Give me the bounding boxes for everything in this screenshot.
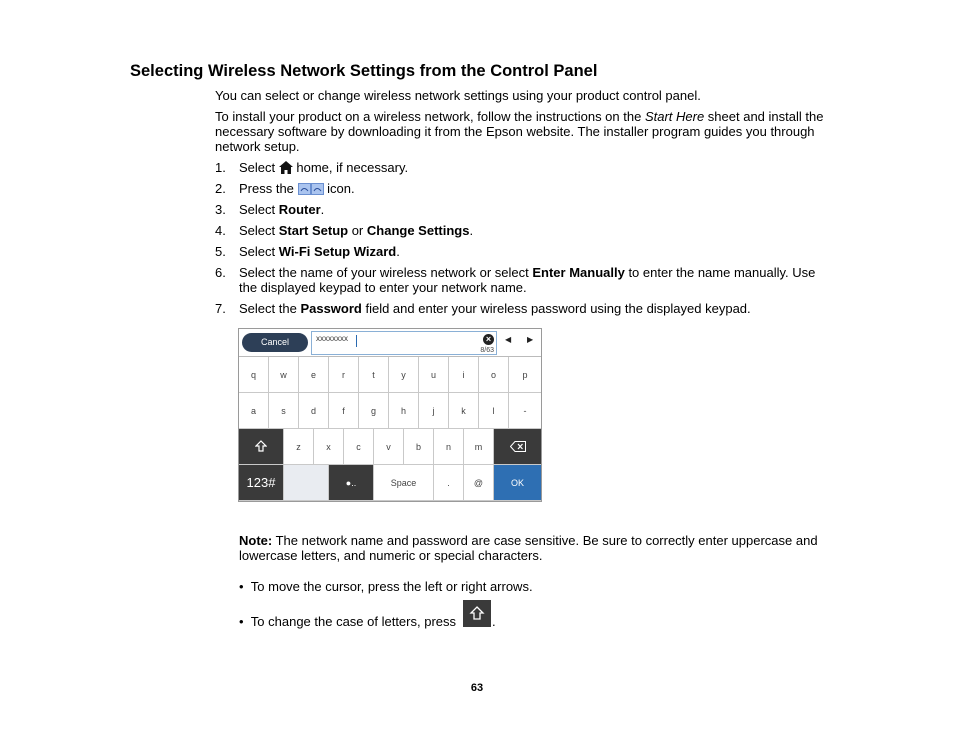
key[interactable]: p xyxy=(509,357,541,393)
step-text: Select Start Setup or Change Settings. xyxy=(239,223,474,238)
page-number: 63 xyxy=(470,682,484,694)
key[interactable]: y xyxy=(389,357,419,393)
key[interactable]: a xyxy=(239,393,269,429)
step-number: 7. xyxy=(215,301,226,316)
step-number: 1. xyxy=(215,160,226,175)
clear-icon[interactable]: × xyxy=(483,334,494,345)
bullet-end-period: . xyxy=(492,614,496,629)
key[interactable]: q xyxy=(239,357,269,393)
step-text: Select the name of your wireless network or select Enter Manually to enter the name manually. Use the displayed keypad to enter your network name. xyxy=(239,265,816,295)
note-label: Note: xyxy=(239,533,273,548)
character-counter: 8/63 xyxy=(480,347,494,354)
intro-paragraph: You can select or change wireless network settings using your product control panel. xyxy=(215,88,701,103)
step-text: Select Wi-Fi Setup Wizard. xyxy=(239,244,400,259)
install-text-2: sheet and install the necessary software by downloading it from the Epson website. The installer program guides you through network setup. xyxy=(215,109,824,154)
key[interactable]: e xyxy=(299,357,329,393)
dotcom-key[interactable]: ●.. xyxy=(329,465,374,501)
note-text: The network name and password are case sensitive. Be sure to correctly enter uppercase and lowercase letters, and numeric or special characters. xyxy=(239,533,818,563)
keyboard-screenshot xyxy=(238,328,542,502)
key[interactable]: t xyxy=(359,357,389,393)
key[interactable]: g xyxy=(359,393,389,429)
key[interactable]: r xyxy=(329,357,359,393)
install-text-1: To install your product on a wireless network, follow the instructions on the xyxy=(215,109,645,124)
key[interactable]: b xyxy=(404,429,434,465)
bullet-item xyxy=(239,614,456,629)
left-arrow-icon[interactable]: ◀ xyxy=(505,335,512,344)
bullet-text: To move the cursor, press the left or right arrows. xyxy=(250,579,533,594)
bullet-dot: • xyxy=(239,614,251,629)
key[interactable]: k xyxy=(449,393,479,429)
step-number: 2. xyxy=(215,181,226,196)
page-heading: Selecting Wireless Network Settings from the Control Panel xyxy=(130,62,598,80)
right-arrow-icon[interactable]: ▶ xyxy=(527,335,534,344)
at-key[interactable]: @ xyxy=(464,465,494,501)
keyboard-top-bar xyxy=(239,329,541,357)
key[interactable]: u xyxy=(419,357,449,393)
step-number: 6. xyxy=(215,265,226,280)
key[interactable]: n xyxy=(434,429,464,465)
key[interactable]: x xyxy=(314,429,344,465)
home-icon xyxy=(279,161,293,177)
step-number: 5. xyxy=(215,244,226,259)
key[interactable]: i xyxy=(449,357,479,393)
key[interactable]: m xyxy=(464,429,494,465)
bullet-dot: • xyxy=(239,579,251,594)
step-text: Select Router. xyxy=(239,202,325,217)
backspace-icon xyxy=(510,441,526,452)
start-here-title: Start Here xyxy=(644,109,705,124)
cancel-button[interactable]: Cancel xyxy=(242,333,308,352)
text-cursor xyxy=(356,335,357,347)
key[interactable]: z xyxy=(284,429,314,465)
space-key[interactable]: Space xyxy=(374,465,434,501)
shift-icon xyxy=(463,600,491,627)
period-key[interactable]: . xyxy=(434,465,464,501)
mode-key[interactable]: 123# xyxy=(239,465,284,501)
note-paragraph xyxy=(239,533,829,563)
key[interactable]: - xyxy=(509,393,541,429)
step-text: Select the Password field and enter your wireless password using the displayed keypad. xyxy=(239,301,751,316)
wifi-network-icon xyxy=(298,183,324,198)
step-number: 3. xyxy=(215,202,226,217)
step-text: Press the icon. xyxy=(239,181,355,196)
key[interactable]: w xyxy=(269,357,299,393)
key[interactable]: c xyxy=(344,429,374,465)
key[interactable]: h xyxy=(389,393,419,429)
blank-key xyxy=(284,465,329,501)
bullet-text: To change the case of letters, press xyxy=(250,614,457,629)
key[interactable]: v xyxy=(374,429,404,465)
key-row-2 xyxy=(239,393,541,429)
key-row-4 xyxy=(239,465,541,501)
key[interactable]: d xyxy=(299,393,329,429)
step-number: 4. xyxy=(215,223,226,238)
key-row-1 xyxy=(239,357,541,393)
key[interactable]: o xyxy=(479,357,509,393)
password-value: xxxxxxxx xyxy=(316,334,348,343)
key[interactable]: j xyxy=(419,393,449,429)
shift-icon xyxy=(255,440,267,452)
password-field[interactable] xyxy=(311,331,497,355)
ok-key[interactable]: OK xyxy=(494,465,541,501)
step-text: Select home, if necessary. xyxy=(239,160,409,175)
key-row-3 xyxy=(239,429,541,465)
backspace-key[interactable] xyxy=(494,429,541,465)
install-paragraph xyxy=(215,109,825,154)
shift-key[interactable] xyxy=(239,429,284,465)
key[interactable]: f xyxy=(329,393,359,429)
key[interactable]: l xyxy=(479,393,509,429)
key[interactable]: s xyxy=(269,393,299,429)
bullet-item xyxy=(239,579,533,594)
shift-key-image xyxy=(463,600,491,627)
